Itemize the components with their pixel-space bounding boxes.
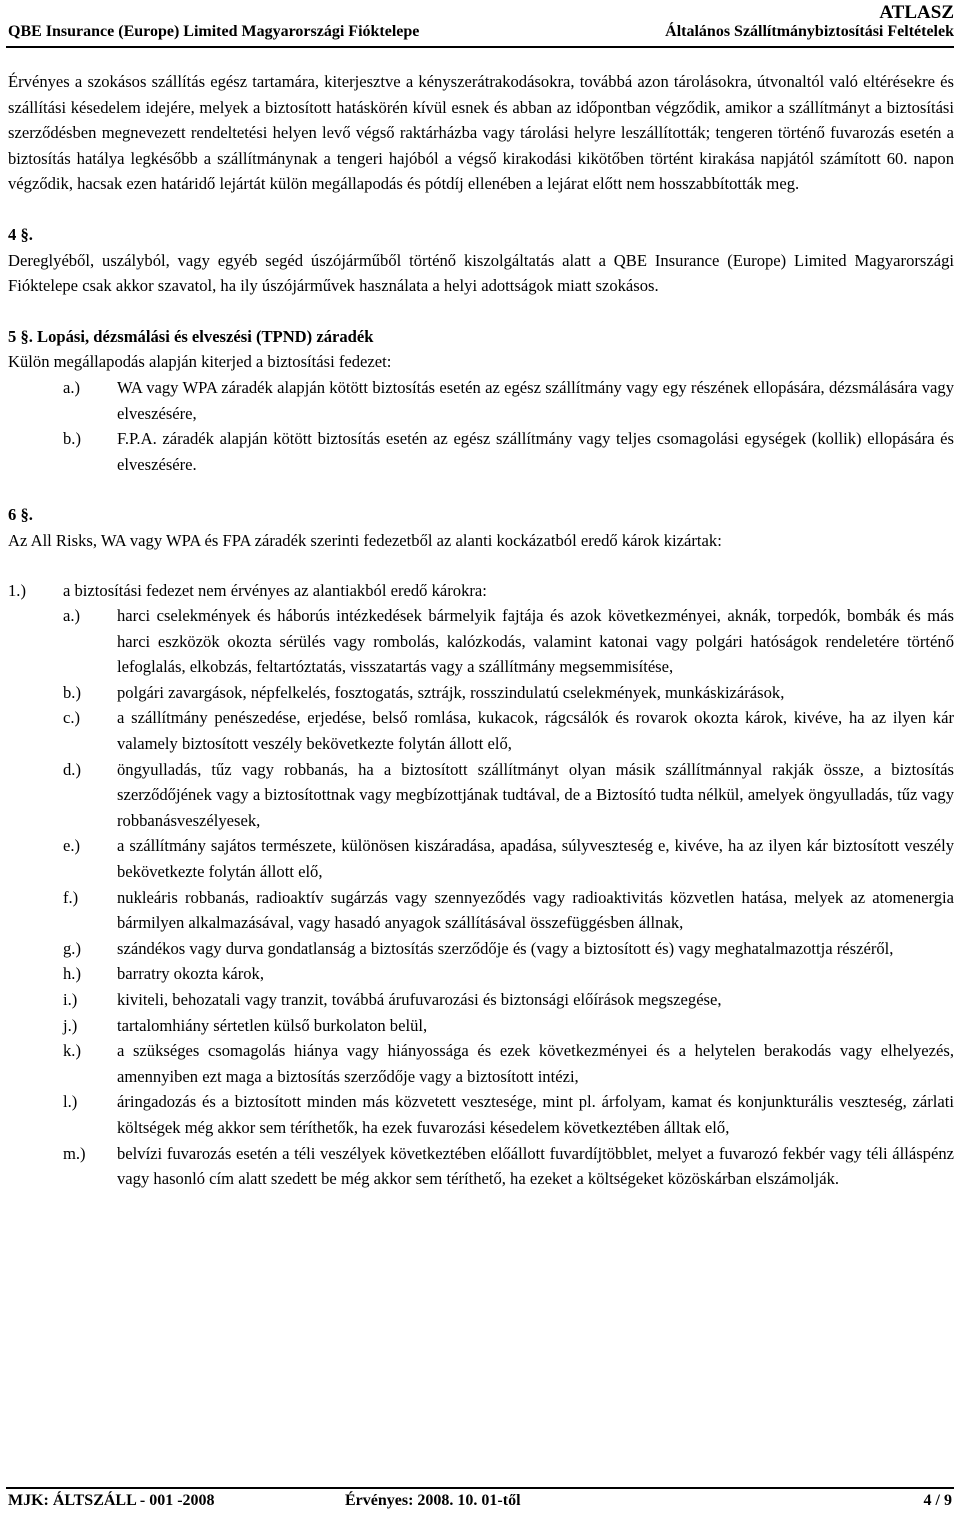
list-item	[8, 375, 954, 426]
list-marker: d.)	[63, 759, 81, 779]
exclusions-list	[8, 603, 954, 1192]
section-6-number: 6 §.	[8, 505, 33, 525]
brand-label: ATLASZ	[879, 2, 954, 23]
list-marker: a.)	[63, 606, 81, 626]
list-item	[8, 1013, 954, 1039]
section-6-sub-1-text: a biztosítási fedezet nem érvényes az alantiakból eredő károkra:	[63, 580, 487, 600]
list-item-text: a szükséges csomagolás hiánya vagy hiányossága és ezek következményei és a helytelen berakodás vagy elhelyezés, amennyiben ezt maga a biztosítás szerződője vagy a biztosított intézi,	[117, 1041, 954, 1086]
list-item	[8, 1141, 954, 1192]
list-item-text: nukleáris robbanás, radioaktív sugárzás vagy szennyeződés vagy radioaktivitás közvetlen hatása, melyek az atomenergia bármilyen alkalmazásával, vagy hasadó anyagok szállításával összefüggésben állnak,	[117, 887, 954, 933]
list-item	[8, 885, 954, 936]
footer-divider	[6, 1487, 954, 1489]
list-item-text: a szállítmány penészedése, erjedése, belső romlása, kukacok, rágcsálók és rovarok okozta károk, kivéve, ha az ilyen kár valamely biztosított veszély bekövetkezte folytán állott elő,	[117, 708, 954, 754]
section-5-heading: 5 §. Lopási, dézsmálási és elveszési (TPND) záradék	[8, 326, 374, 346]
section-6-sub-1	[8, 578, 954, 604]
header-company: QBE Insurance (Europe) Limited Magyarországi Fióktelepe	[8, 23, 420, 40]
list-item	[8, 757, 954, 834]
list-item-text: szándékos vagy durva gondatlanság a biztosítás szerződője és (vagy a biztosított és) vagy meghatalmazottja részéről,	[117, 938, 894, 958]
list-marker: l.)	[63, 1092, 78, 1112]
list-item-text: F.P.A. záradék alapján kötött biztosítás esetén az egész szállítmány vagy teljes csomagolási egységek (kollik) ellopására és elveszésére.	[117, 429, 954, 474]
list-item	[8, 1038, 954, 1089]
list-marker: 1.)	[8, 580, 26, 600]
section-6-intro: Az All Risks, WA vagy WPA és FPA záradék szerinti fedezetből az alanti kockázatból eredő károk kizártak:	[8, 530, 722, 550]
list-item-text: kiviteli, behozatali vagy tranzit, továbbá árufuvarozási és biztonsági előírások megszegése,	[117, 990, 722, 1009]
header-divider	[6, 46, 954, 48]
list-marker: h.)	[63, 964, 81, 984]
list-item	[8, 936, 954, 962]
list-marker: e.)	[63, 836, 81, 856]
page-number: 4 / 9	[923, 1492, 952, 1509]
list-item-text: a szállítmány sajátos természete, különösen kiszáradása, apadása, súlyveszteség e, kivéve, ha az ilyen kár biztosított veszély bekövetkezte folytán állott elő,	[117, 836, 954, 882]
list-marker: k.)	[63, 1041, 81, 1061]
intro-paragraph: Érvényes a szokásos szállítás egész tartamára, kiterjesztve a kényszerátrakodásokra, továbbá azon tárolásokra, útvonaltól való eltérésekre és szállítási késedelem idejére, melyek a biztosított hatáskörén kívül esnek és abban az időpontban végződik, amikor a szállítmányt a biztosítási szerződésben megnevezett rendeltetési helyen levő végső raktárházba vagy tárolási helyre leszállították; tengeren történő fuvarozás esetén a biztosítás hatálya legkésőbb a szállítmánynak a tengeri hajóból a végső kirakodási kikötőben történt kirakása napjától számított 60. napon végződik, hacsak ezen határidő lejártát külön megállapodás és pótdíj ellenében a lejárat előtt nem hosszabbították meg.	[8, 72, 954, 194]
section-5-intro: Külön megállapodás alapján kiterjed a biztosítási fedezet:	[8, 352, 392, 372]
document-body	[8, 69, 954, 1192]
list-item-text: WA vagy WPA záradék alapján kötött biztosítás esetén az egész szállítmány vagy egy részének ellopására, dézsmálására vagy elveszésére,	[117, 377, 954, 423]
footer-document-code: MJK: ÁLTSZÁLL - 001 -2008	[8, 1492, 215, 1509]
list-item	[8, 987, 954, 1013]
list-marker: c.)	[63, 708, 81, 728]
list-item	[8, 833, 954, 884]
list-marker: a.)	[63, 377, 81, 397]
list-marker: j.)	[63, 1015, 78, 1035]
list-item-text: polgári zavargások, népfelkelés, fosztogatás, sztrájk, rosszindulatú cselekmények, munkáskizárások,	[117, 682, 785, 702]
list-item	[8, 426, 954, 477]
list-item-text: barratry okozta károk,	[117, 964, 264, 984]
list-item-text: belvízi fuvarozás esetén a téli veszélyek következtében előállott fuvardíjtöbblet, melyet a fuvarozó fekbér vagy téli álláspénz vagy hasonló cím alatt szedett be még akkor sem téríthető, ha ezeket a költségeket közöskárban elszámolják.	[117, 1143, 954, 1189]
list-marker: f.)	[63, 887, 79, 907]
list-item	[8, 680, 954, 706]
list-marker: m.)	[63, 1143, 86, 1163]
list-item-text: harci cselekmények és háborús intézkedések bármelyik fajtája és azok következményei, aknák, torpedók, bombák és más harci eszközök okozta sérülés vagy rombolás, kalózkodás, valamint katonai vagy polgári hatóságok rendeletére történő lefoglalás, elkobzás, feltartóztatás, visszatartás vagy a szállítmány megsemmisítése,	[117, 606, 954, 677]
list-item	[8, 1089, 954, 1140]
list-item-text: áringadozás és a biztosított minden más közvetett vesztesége, mint pl. árfolyam, kamat és konjunkturális veszteség, zárlati költségek még akkor sem téríthetők, ha ezek fuvarozási késedelem következtében álltak elő,	[117, 1092, 954, 1137]
section-4-text: Dereglyéből, uszályból, vagy egyéb segéd úszójárműből történő kiszolgáltatás alatt a QBE Insurance (Europe) Limited Magyarországi Fióktelepe csak akkor szavatol, ha ily úszójárművek használata a helyi adottságok miatt szokásos.	[8, 250, 954, 296]
header-document-title: Általános Szállítmánybiztosítási Feltételek	[665, 23, 954, 40]
list-item	[8, 603, 954, 680]
list-item	[8, 705, 954, 756]
list-marker: g.)	[63, 938, 81, 958]
list-marker: b.)	[63, 429, 81, 449]
footer-validity: Érvényes: 2008. 10. 01-től	[345, 1492, 521, 1509]
section-4-number: 4 §.	[8, 224, 33, 244]
list-item	[8, 961, 954, 987]
list-item-text: öngyulladás, tűz vagy robbanás, ha a biztosított szállítmányt olyan másik szállítmánnyal rakják össze, a biztosítás szerződőjének vagy a biztosítottnak vagy megbízottjának tudtával, de a Biztosító tudta nélkül, amelyek öngyulladás, tűz vagy robbanásveszélyesek,	[117, 759, 954, 830]
list-item-text: tartalomhiány sértetlen külső burkolaton belül,	[117, 1015, 428, 1035]
list-marker: b.)	[63, 682, 81, 702]
section-5-list	[8, 375, 954, 477]
list-marker: i.)	[63, 990, 78, 1009]
